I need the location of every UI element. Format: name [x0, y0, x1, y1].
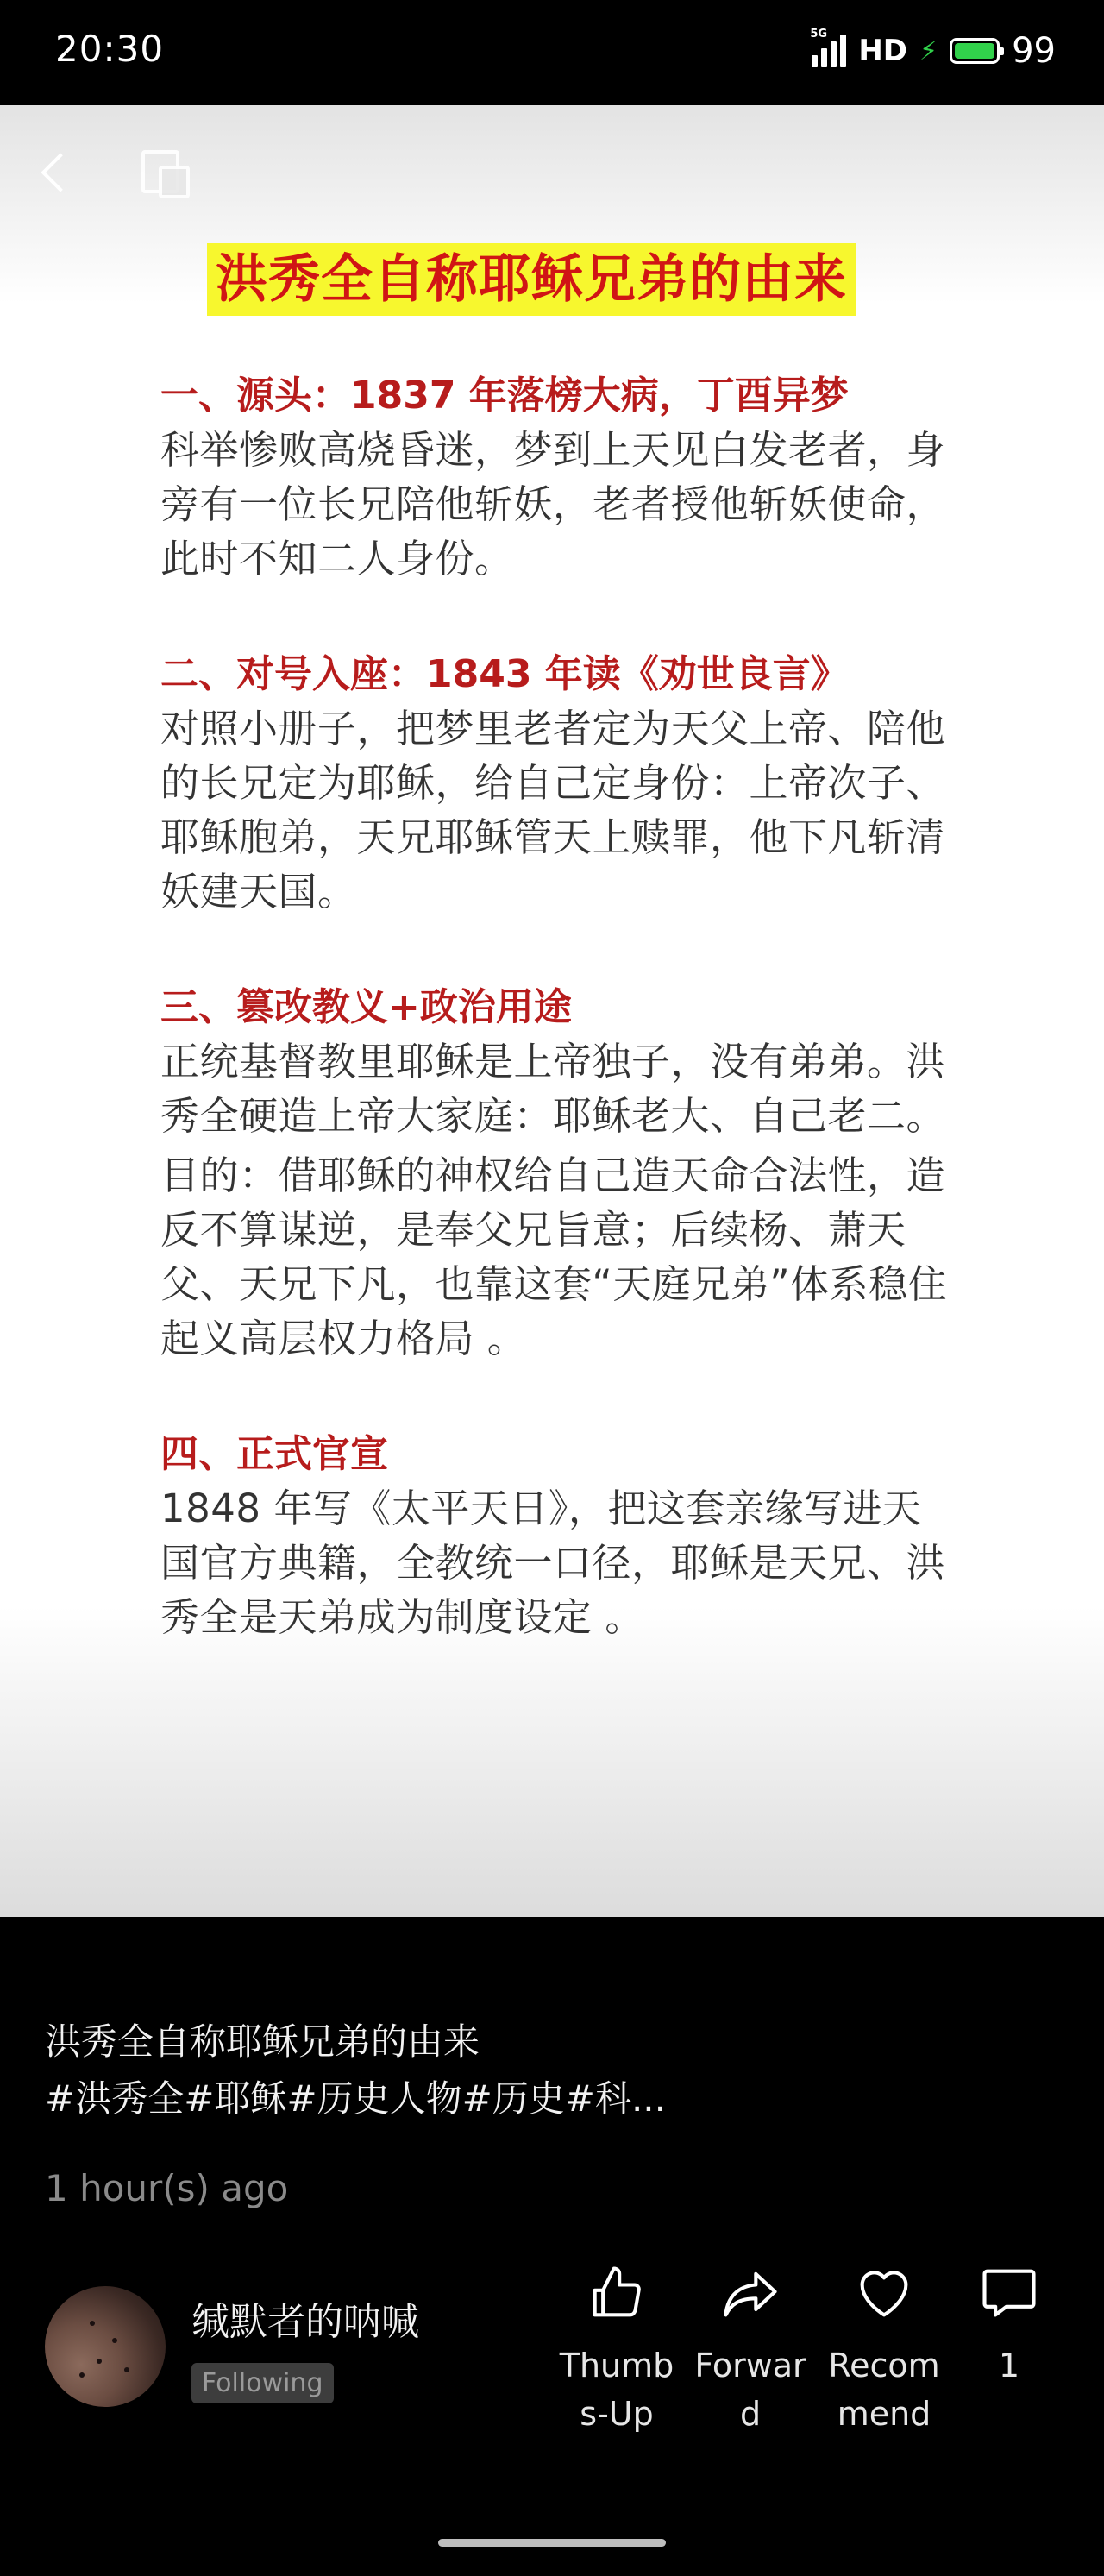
action-bar: [552, 2260, 1070, 2450]
section-2-heading: 二、对号入座：1843 年读《劝世良言》: [160, 652, 849, 696]
status-bar: [0, 0, 1104, 105]
section-4-text: 1848 年写《太平天日》，把这套亲缘写进天国官方典籍，全教统一口径，耶稣是天兄、洪秀全是天弟成为制度设定 。: [160, 1486, 946, 1640]
author-name[interactable]: 缄默者的呐喊: [191, 2299, 419, 2344]
back-button[interactable]: [34, 143, 72, 204]
forward-button[interactable]: [686, 2260, 815, 2438]
network-type: 5G: [810, 28, 828, 41]
status-icons: [812, 29, 1056, 72]
forward-label: Forward: [694, 2347, 806, 2433]
battery-fill: [955, 43, 994, 59]
battery-icon: [950, 38, 1000, 64]
thumbs-up-button[interactable]: [552, 2260, 681, 2438]
battery-level: 99: [1012, 31, 1056, 71]
thumbs-up-icon: [584, 2260, 649, 2326]
section-3-text-1: 正统基督教里耶稣是上帝独子，没有弟弟。洪秀全硬造上帝大家庭：耶稣老大、自己老二。: [160, 1039, 946, 1139]
comment-count: 1: [998, 2347, 1020, 2384]
signal-icon: [810, 28, 846, 67]
home-indicator[interactable]: [438, 2539, 666, 2547]
caption-tags[interactable]: #洪秀全#耶稣#历史人物#历史#科...: [45, 2077, 667, 2120]
caption-title: 洪秀全自称耶稣兄弟的由来: [45, 2020, 480, 2063]
status-time: 20:30: [55, 28, 165, 70]
mirror-screen-icon[interactable]: [138, 147, 190, 204]
thumbs-up-label: Thumbs-Up: [559, 2347, 674, 2433]
author-block[interactable]: [45, 2286, 419, 2407]
section-3-text-2: 目的：借耶稣的神权给自己造天命合法性，造反不算谋逆，是奉父兄旨意；后续杨、萧天父、天兄下凡，也靠这套“天庭兄弟”体系稳住起义高层权力格局 。: [160, 1153, 948, 1361]
post-time: 1 hour(s) ago: [45, 2167, 289, 2209]
recommend-label: Recommend: [828, 2347, 940, 2433]
section-1-text: 科举惨败高烧昏迷，梦到上天见白发老者，身旁有一位长兄陪他斩妖，老者授他斩妖使命，此时不知二人身份。: [160, 427, 946, 581]
forward-icon: [718, 2260, 783, 2326]
article-title: 洪秀全自称耶稣兄弟的由来: [207, 243, 856, 316]
article-image-text: [160, 243, 954, 1644]
hd-indicator: HD: [858, 34, 908, 68]
post-caption[interactable]: [45, 2014, 1063, 2127]
comment-button[interactable]: [944, 2260, 1074, 2390]
section-4-heading: 四、正式官宣: [160, 1432, 388, 1476]
section-2-text: 对照小册子，把梦里老者定为天父上帝、陪他的长兄定为耶稣，给自己定身份：上帝次子、耶稣胞弟，天兄耶稣管天上赎罪，他下凡斩清妖建天国。: [160, 706, 946, 914]
post-image[interactable]: [0, 105, 1104, 1917]
charging-icon: ⚡: [919, 35, 938, 66]
recommend-button[interactable]: [819, 2260, 949, 2438]
avatar[interactable]: [45, 2286, 166, 2407]
comment-icon: [975, 2260, 1044, 2326]
following-badge[interactable]: Following: [191, 2363, 334, 2403]
section-3-heading: 三、篡改教义+政治用途: [160, 985, 572, 1029]
heart-icon: [851, 2260, 917, 2326]
section-1-heading: 一、源头：1837 年落榜大病，丁酉异梦: [160, 374, 849, 418]
